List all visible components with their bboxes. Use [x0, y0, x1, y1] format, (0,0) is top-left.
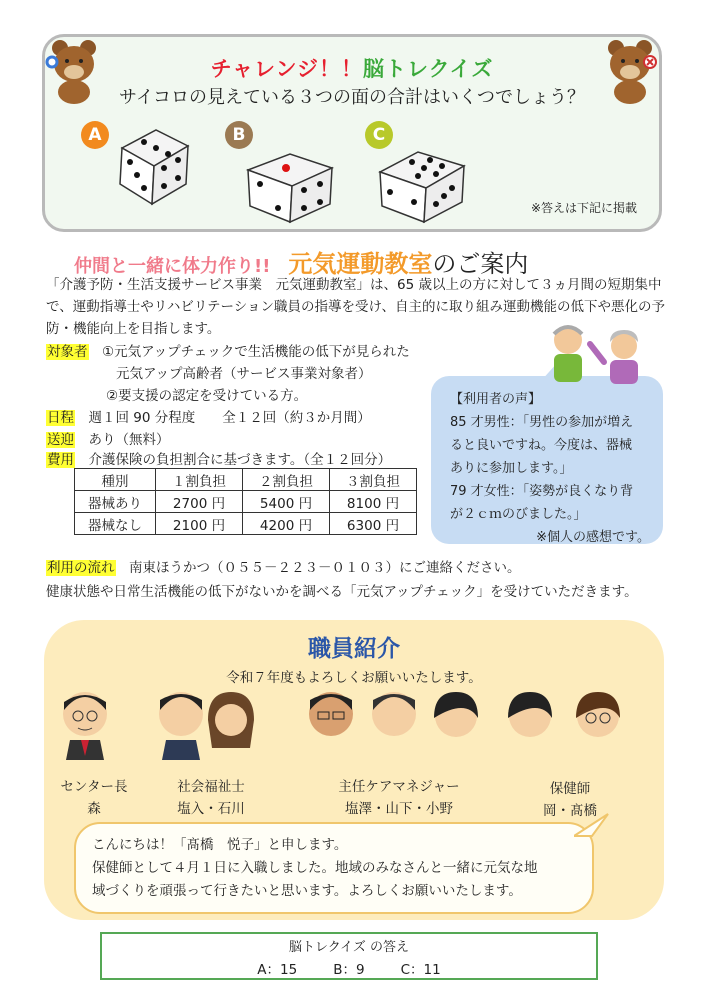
table-row	[75, 491, 417, 513]
quiz-title-brain: 脳トレクイズ	[363, 57, 494, 81]
target-row	[46, 340, 410, 360]
staff-role: 社会福祉士	[177, 779, 245, 795]
staff-group-director	[44, 776, 144, 820]
elderly-couple-icon	[546, 318, 656, 384]
quiz-title-challenge: チャレンジ！！	[210, 57, 363, 81]
headline-class-name: 元気運動教室	[288, 250, 433, 278]
staff-face-icon	[306, 688, 482, 760]
staff-subtitle: 令和７年度もよろしくお願いいたします。	[226, 670, 482, 686]
transport-text: あり（無料）	[88, 432, 170, 448]
message-line: こんにちは！「髙橋 悦子」と申します。	[92, 837, 348, 853]
staff-role: 主任ケアマネジャー	[338, 779, 460, 795]
fee-header-2: ２割負担	[243, 469, 330, 491]
quiz-answer-title: 脳トレクイズ の答え	[288, 940, 410, 955]
fee-header-1: １割負担	[156, 469, 243, 491]
voice-line: が２ｃｍのびました。」	[450, 507, 587, 522]
fee-cell: 5400 円	[243, 491, 330, 513]
usage-flow	[46, 556, 638, 604]
voice-title: 【利用者の声】	[450, 392, 542, 407]
fee-header-type: 種別	[75, 469, 156, 491]
fee-cell: 器械あり	[75, 491, 156, 513]
bear-left-icon	[44, 34, 104, 104]
target-line3: ②要支援の認定を受けている方。	[106, 388, 308, 404]
staff-face-icon	[156, 688, 256, 760]
quiz-title	[45, 53, 659, 83]
flow-check: 健康状態や日常生活機能の低下がないかを調べる「元気アップチェック」を受けていただきます。	[46, 584, 638, 600]
target-line1: ①元気アップチェックで生活機能の低下が見られた	[102, 344, 410, 360]
fee-cell: 2100 円	[156, 513, 243, 535]
staff-names: 塩入・石川	[177, 801, 245, 817]
message-line: 保健師として４月１日に入職しました。地域のみなさんと一緒に元気な地	[92, 860, 538, 876]
staff-group-care-manager	[324, 776, 474, 820]
staff-face-icon	[60, 688, 110, 760]
voice-line: ありに参加します。」	[450, 461, 573, 476]
fee-cell: 2700 円	[156, 491, 243, 513]
transport-row	[46, 428, 170, 448]
voice-line: 85 才男性：「男性の参加が増え	[450, 415, 634, 430]
staff-role: センター長	[60, 779, 128, 795]
fee-cell: 器械なし	[75, 513, 156, 535]
bear-right-icon	[600, 34, 660, 104]
intro-text: 「介護予防・生活支援サービス事業 元気運動教室」は、65 歳以上の方に対して３ヵ月間の短期集中で、運動指導士やリハビリテーション職員の指導を受け、自主的に取り組み運動機能の低下や悪化の予防・機能向上を目指します。	[46, 277, 665, 337]
voice-line: 79 才女性：「姿勢が良くなり背	[450, 484, 634, 499]
cost-label: 費用	[47, 452, 74, 468]
fee-header-3: ３割負担	[330, 469, 417, 491]
fee-cell: 6300 円	[330, 513, 417, 535]
cost-row	[46, 448, 391, 468]
staff-names: 森	[87, 801, 101, 817]
staff-names: 岡・髙橋	[543, 803, 597, 819]
staff-group-social-worker	[156, 776, 266, 820]
fee-table-header	[75, 469, 417, 491]
fee-cell: 4200 円	[243, 513, 330, 535]
answer-c: C：11	[400, 962, 441, 978]
staff-names: 塩澤・山下・小野	[345, 801, 453, 817]
staff-role: 保健師	[549, 781, 591, 797]
staff-face-icon	[500, 688, 630, 760]
staff-message	[92, 834, 592, 903]
schedule-text: 週１回 90 分程度 全１２回（約３か月間）	[88, 410, 371, 426]
flow-label: 利用の流れ	[47, 560, 115, 576]
voice-text	[450, 388, 650, 549]
voice-note: ※個人の感想です。	[536, 530, 650, 545]
voice-line: ると良いですね。今度は、器械	[450, 438, 633, 453]
quiz-question: サイコロの見えている３つの面の合計はいくつでしょう？	[118, 87, 586, 108]
target-label: 対象者	[47, 344, 88, 360]
option-a-badge: A	[81, 121, 109, 149]
fee-table	[74, 468, 417, 535]
answer-b: B：9	[333, 962, 365, 978]
dice-a-icon	[112, 124, 196, 208]
schedule-label: 日程	[47, 410, 74, 426]
dice-c-icon	[374, 146, 470, 226]
flow-contact: 南東ほうかつ（０５５－２２３－０１０３）にご連絡ください。	[129, 560, 521, 576]
target-line2: 元気アップ高齢者（サービス事業対象者）	[116, 366, 372, 382]
quiz-answer-values	[100, 958, 598, 978]
transport-label: 送迎	[47, 432, 74, 448]
schedule-row	[46, 406, 371, 426]
headline-guide: のご案内	[432, 250, 529, 278]
table-row	[75, 513, 417, 535]
option-b-badge: B	[225, 121, 253, 149]
staff-title: 職員紹介	[308, 636, 400, 662]
cost-text: 介護保険の負担割合に基づきます。（全１２回分）	[88, 452, 392, 468]
message-line: 域づくりを頑張って行きたいと思います。よろしくお願いいたします。	[92, 883, 522, 899]
dice-b-icon	[244, 150, 340, 226]
quiz-note: ※答えは下記に掲載	[530, 201, 637, 215]
headline-together: 仲間と一緒に体力作り!!	[74, 256, 271, 277]
answer-a: A：15	[257, 962, 298, 978]
fee-cell: 8100 円	[330, 491, 417, 513]
option-c-badge: C	[365, 121, 393, 149]
